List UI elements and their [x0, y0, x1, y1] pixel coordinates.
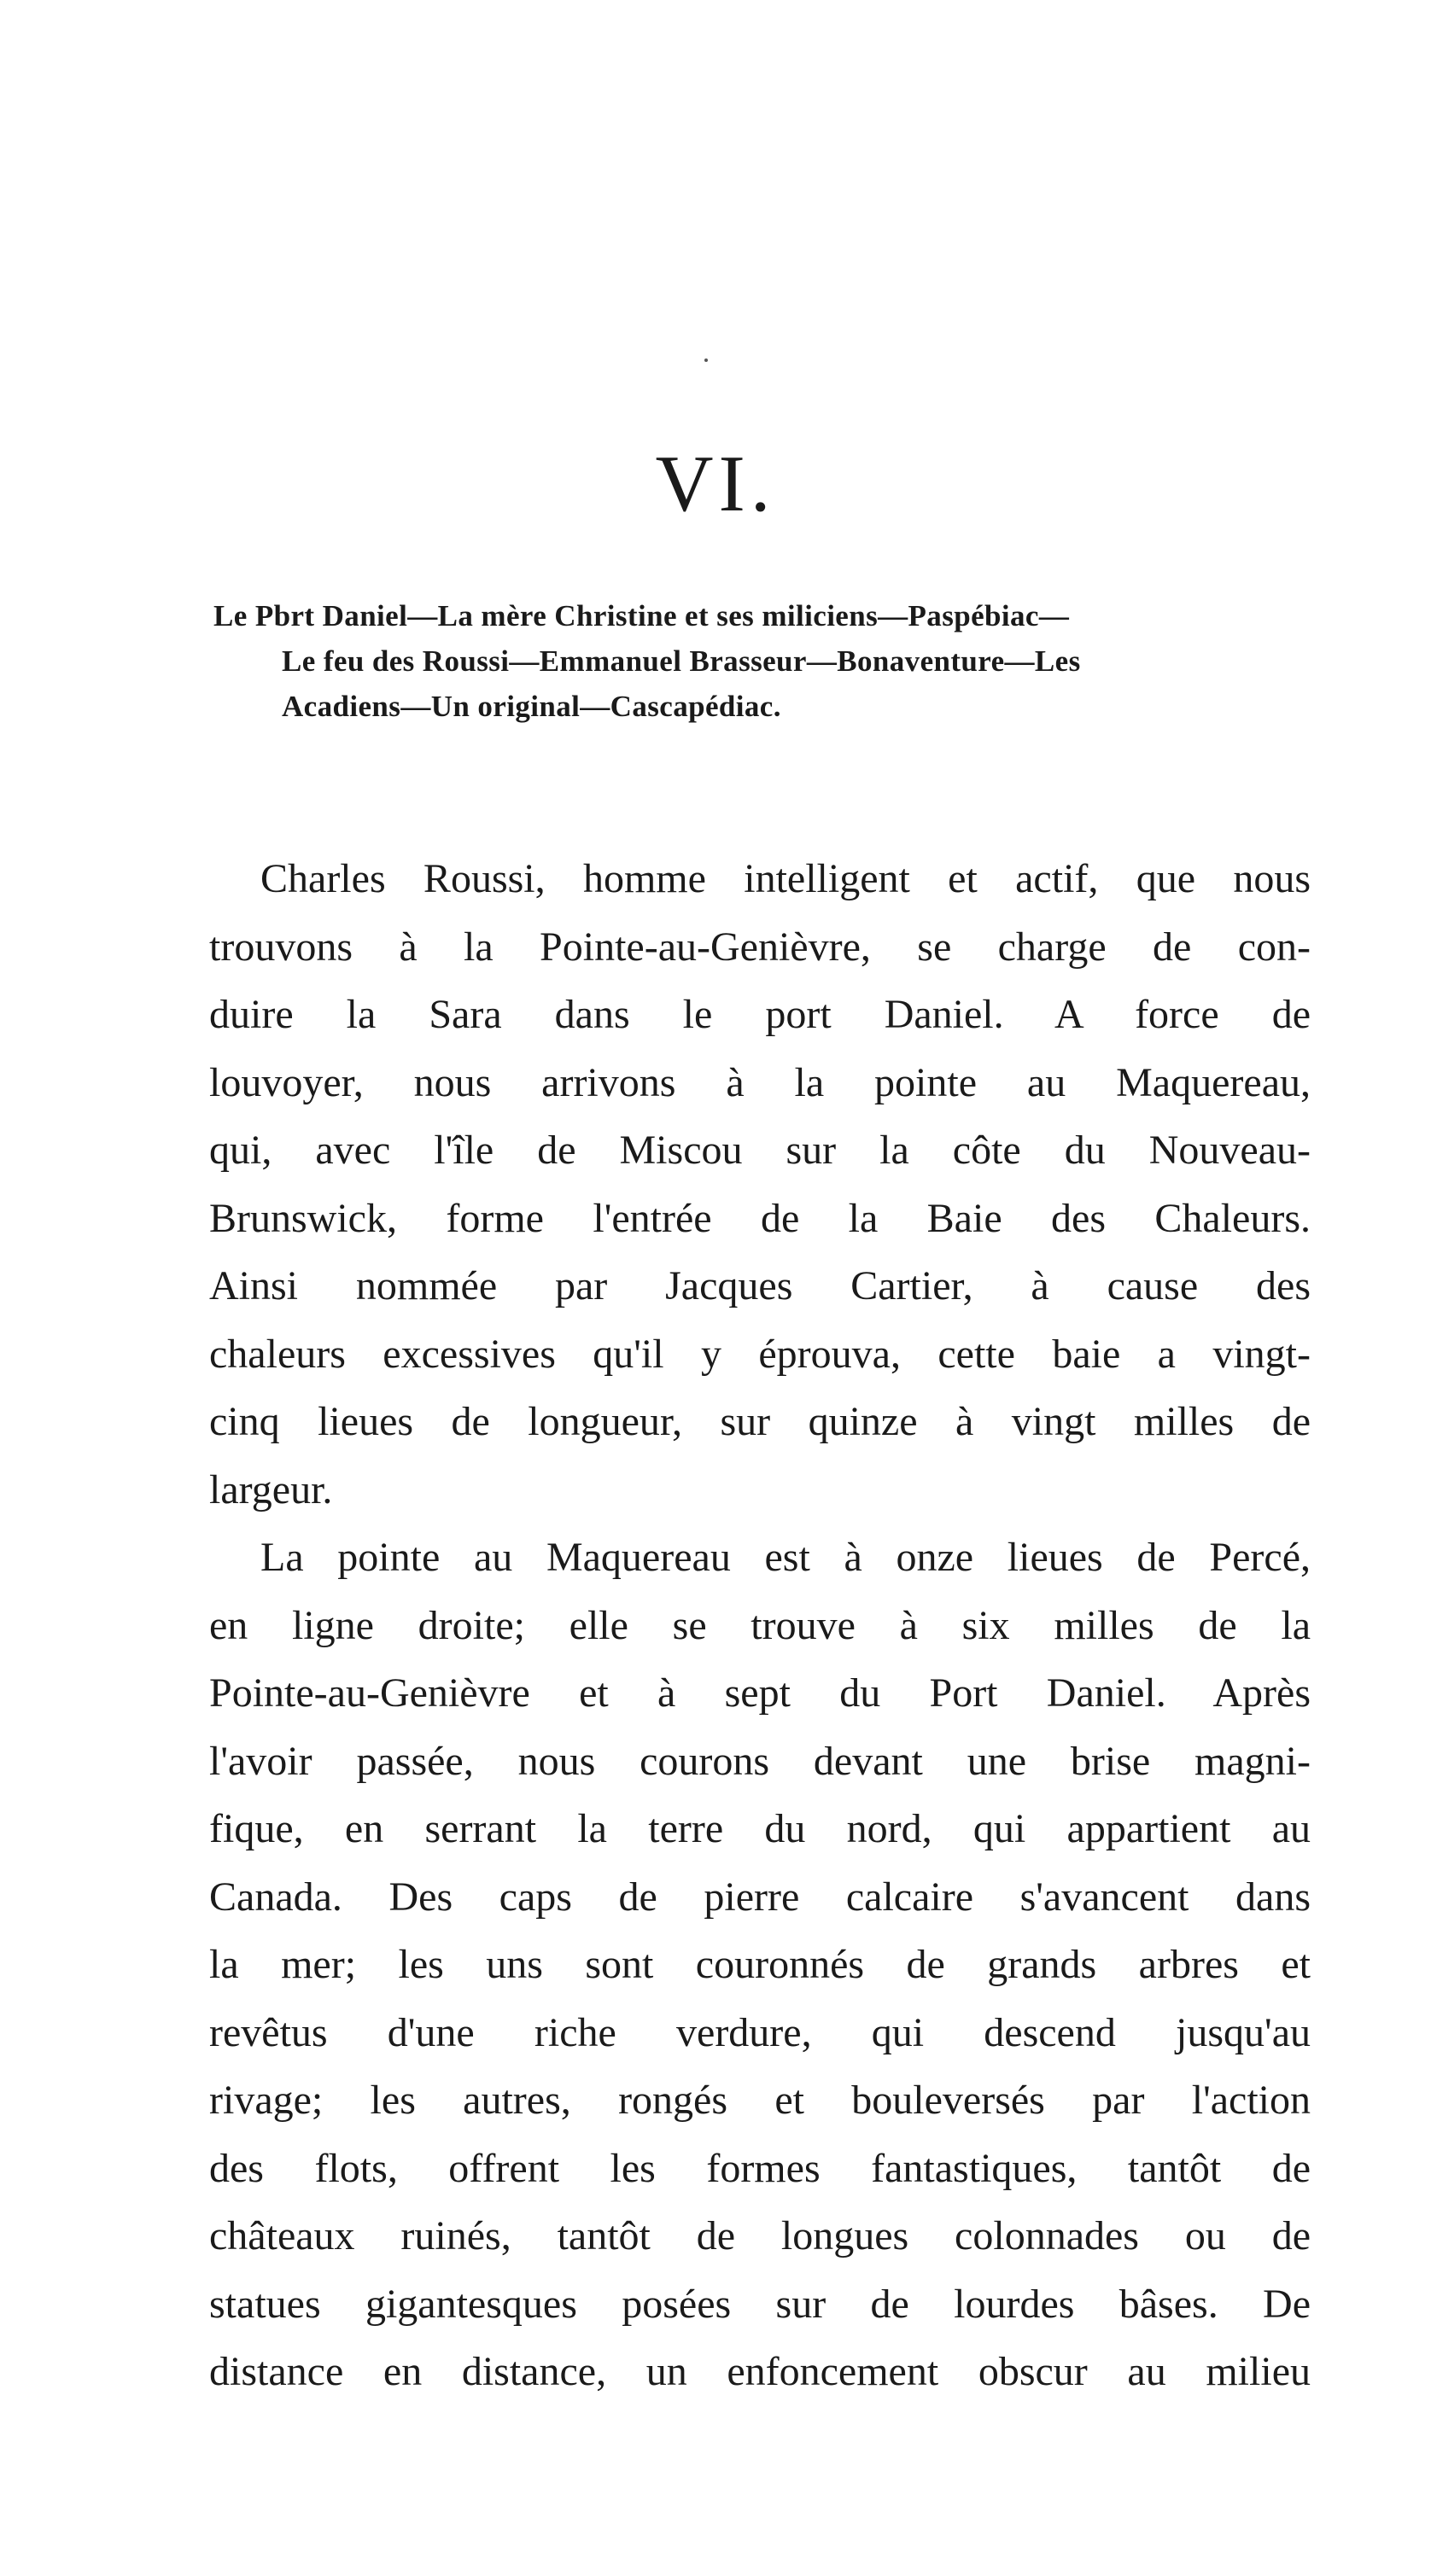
text-line: distance en distance, un enfoncement obscur au milieu: [209, 2349, 1311, 2394]
chapter-number: VI.: [655, 440, 776, 528]
text-line: trouvons à la Pointe-au-Genièvre, se charge de con-: [209, 924, 1311, 970]
summary-line: Le Pbrt Daniel—La mère Christine et ses miliciens—Paspébiac—: [213, 599, 1070, 632]
text-line: statues gigantesques posées sur de lourdes bâses. De: [209, 2281, 1311, 2327]
text-line: Pointe-au-Genièvre et à sept du Port Daniel. Après: [209, 1670, 1311, 1716]
text-line: chaleurs excessives qu'il y éprouva, cette baie a vingt-: [209, 1331, 1311, 1377]
text-line: Brunswick, forme l'entrée de la Baie des Chaleurs.: [209, 1195, 1311, 1241]
text-line: largeur.: [209, 1466, 333, 1512]
text-line: Charles Roussi, homme intelligent et actif, que nous: [260, 856, 1311, 901]
text-line: l'avoir passée, nous courons devant une brise magni-: [209, 1738, 1311, 1784]
summary-line: Le feu des Roussi—Emmanuel Brasseur—Bonaventure—Les: [282, 644, 1081, 678]
text-line: qui, avec l'île de Miscou sur la côte du Nouveau-: [209, 1128, 1311, 1173]
text-line: cinq lieues de longueur, sur quinze à vingt milles de: [209, 1399, 1311, 1444]
paragraph: [209, 845, 1311, 1524]
text-line: châteaux ruinés, tantôt de longues colonnades ou de: [209, 2213, 1311, 2258]
body-text: [209, 845, 1311, 2406]
text-line: fique, en serrant la terre du nord, qui appartient au: [209, 1806, 1311, 1851]
chapter-summary: [213, 593, 1306, 729]
paragraph: [209, 1524, 1311, 2406]
text-line: Ainsi nommée par Jacques Cartier, à cause des: [209, 1263, 1311, 1308]
text-line: rivage; les autres, rongés et bouleversés par l'action: [209, 2078, 1311, 2123]
text-line: revêtus d'une riche verdure, qui descend jusqu'au: [209, 2009, 1311, 2055]
summary-line: Acadiens—Un original—Cascapédiac.: [282, 690, 781, 723]
text-line: duire la Sara dans le port Daniel. A force de: [209, 992, 1311, 1037]
text-line: Canada. Des caps de pierre calcaire s'avancent dans: [209, 1874, 1311, 1920]
text-line: la mer; les uns sont couronnés de grands arbres et: [209, 1942, 1311, 1987]
text-line: La pointe au Maquereau est à onze lieues de Percé,: [260, 1535, 1311, 1580]
text-line: louvoyer, nous arrivons à la pointe au Maquereau,: [209, 1059, 1311, 1105]
text-line: en ligne droite; elle se trouve à six milles de la: [209, 1602, 1311, 1648]
ink-speck: [704, 358, 708, 362]
text-line: des flots, offrent les formes fantastiques, tantôt de: [209, 2145, 1311, 2191]
